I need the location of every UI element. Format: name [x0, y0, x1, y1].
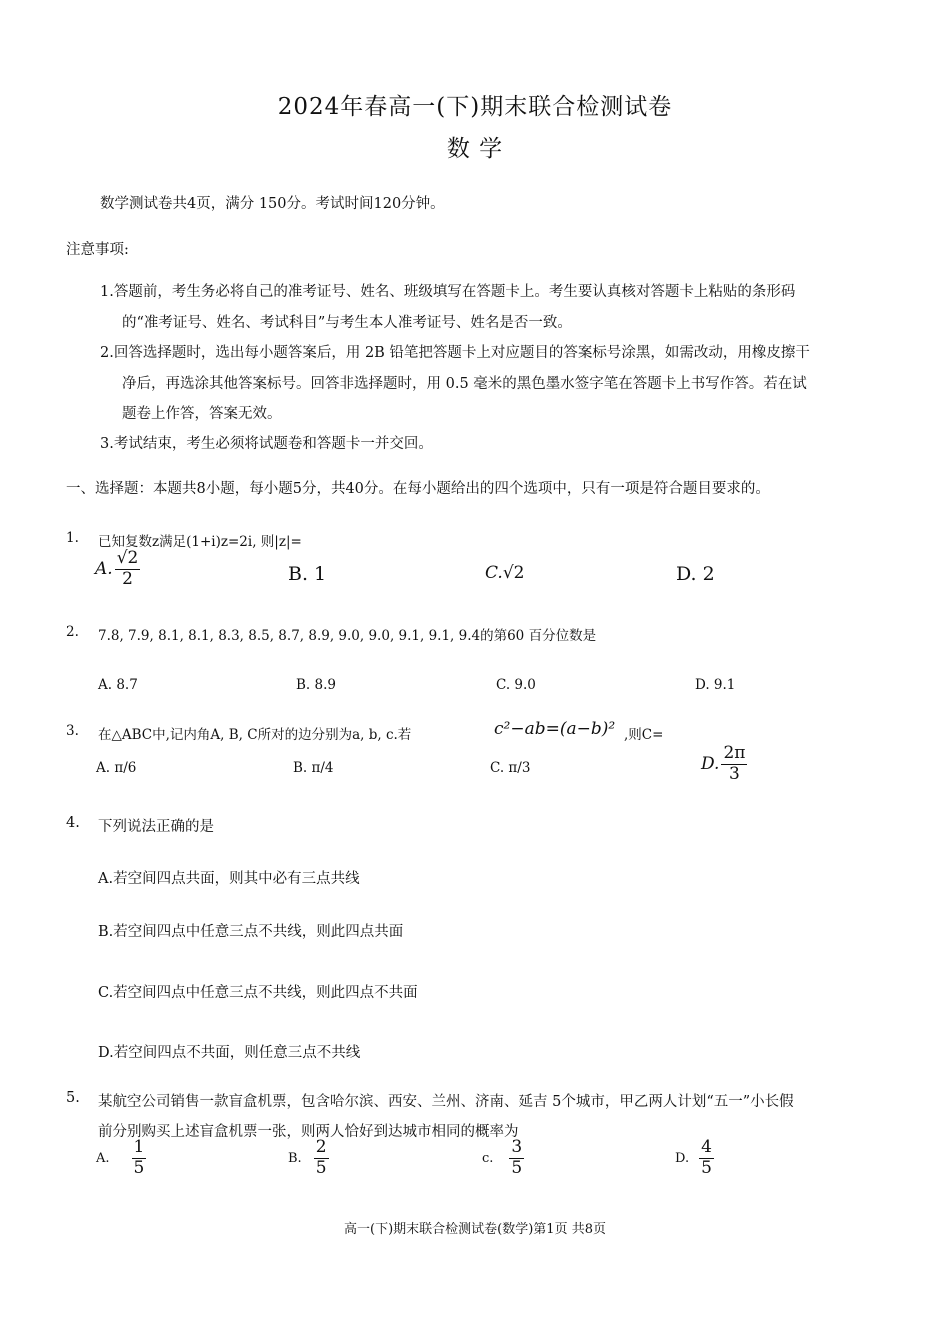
- q4-option-c: C.若空间四点中任意三点不共线，则此四点不共面: [98, 985, 418, 1001]
- q1-option-b: B. 1: [288, 563, 327, 585]
- q1-option-c-label: C.: [485, 563, 503, 583]
- q5-option-c: [482, 1139, 524, 1178]
- q1-option-c-value: √2: [502, 563, 525, 583]
- q2-stem: 7.8, 7.9, 8.1, 8.1, 8.3, 8.5, 8.7, 8.9, 9.0, 9.0, 9.1, 9.1, 9.4的第60 百分位数是: [98, 628, 597, 644]
- q3-option-c: C. π/3: [490, 760, 531, 776]
- notice-item-2-line-3: 题卷上作答，答案无效。: [122, 406, 282, 422]
- q2-option-a: A. 8.7: [98, 677, 138, 693]
- q1-option-a-numerator: √2: [116, 548, 139, 568]
- q1-option-d: D. 2: [676, 563, 715, 585]
- q5-option-c-label: c.: [482, 1150, 494, 1166]
- q5-option-d: [675, 1139, 714, 1178]
- exam-title: 2024年春高一(下)期末联合检测试卷: [277, 94, 673, 120]
- q3-formula: c²−ab=(a−b)²: [494, 719, 616, 739]
- q2-option-b: B. 8.9: [296, 677, 336, 693]
- q5-option-c-numerator: 3: [511, 1137, 523, 1157]
- q5-stem-line-2: 前分别购买上述盲盒机票一张，则两人恰好到达城市相同的概率为: [98, 1124, 519, 1140]
- q3-option-b: B. π/4: [293, 760, 334, 776]
- q3-option-d-numerator: 2π: [723, 743, 746, 763]
- q5-option-b: [288, 1139, 329, 1178]
- q2-option-c: C. 9.0: [496, 677, 536, 693]
- notice-item-1-line-2: 的“准考证号、姓名、考试科目”与考生本人准考证号、姓名是否一致。: [122, 315, 572, 331]
- q5-option-b-denominator: 5: [315, 1157, 327, 1178]
- notice-item-1-line-1: 1.答题前，考生务必将自己的准考证号、姓名、班级填写在答题卡上。考生要认真核对答题卡上粘贴的条形码: [100, 284, 796, 300]
- q4-number: 4.: [66, 815, 80, 831]
- q4-option-b: B.若空间四点中任意三点不共线，则此四点共面: [98, 924, 404, 940]
- q5-option-b-label: B.: [288, 1150, 302, 1166]
- q1-stem: 已知复数z满足(1+i)z=2i, 则|z|=: [98, 534, 302, 550]
- notice-item-2-line-1: 2.回答选择题时，选出每小题答案后，用 2B 铅笔把答题卡上对应题目的答案标号涂黑，如需改动，用橡皮擦干: [100, 345, 810, 361]
- q1-option-a-label: A.: [95, 559, 113, 580]
- q5-option-d-denominator: 5: [701, 1157, 712, 1178]
- q3-stem: 在△ABC中,记内角A, B, C所对的边分别为a, b, c.若: [98, 727, 412, 743]
- notice-heading: 注意事项:: [66, 242, 129, 258]
- section-heading-choice: 一、选择题：本题共8小题，每小题5分，共40分。在每小题给出的四个选项中，只有一项是符合题目要求的。: [66, 481, 770, 497]
- q1-option-a: [95, 550, 140, 589]
- q3-number: 3.: [66, 723, 79, 739]
- q1-option-a-denominator: 2: [122, 568, 133, 589]
- q4-stem: 下列说法正确的是: [98, 819, 214, 835]
- q5-option-b-numerator: 2: [315, 1137, 327, 1157]
- q5-option-a: [96, 1139, 146, 1178]
- q5-stem-line-1: 某航空公司销售一款盲盒机票，包含哈尔滨、西安、兰州、济南、延吉 5个城市，甲乙两人计划“五一”小长假: [98, 1094, 794, 1110]
- intro-text: 数学测试卷共4页，满分 150分。考试时间120分钟。: [100, 196, 445, 212]
- page-footer: 高一(下)期末联合检测试卷(数学)第1页 共8页: [344, 1222, 606, 1237]
- q5-option-d-label: D.: [675, 1150, 690, 1166]
- q5-option-d-numerator: 4: [701, 1137, 712, 1157]
- q3-option-d-denominator: 3: [729, 763, 740, 784]
- q5-option-a-label: A.: [96, 1150, 110, 1166]
- q4-option-d: D.若空间四点不共面，则任意三点不共线: [98, 1045, 361, 1061]
- notice-item-2-line-2: 净后，再选涂其他答案标号。回答非选择题时，用 0.5 毫米的黑色墨水签字笔在答题卡上书写作答。若在试: [122, 376, 807, 392]
- q5-option-a-denominator: 5: [133, 1157, 145, 1178]
- q3-option-a: A. π/6: [96, 760, 137, 776]
- q3-option-d: [701, 745, 747, 784]
- q2-option-d: D. 9.1: [695, 677, 736, 693]
- q1-number: 1.: [66, 530, 79, 546]
- q2-number: 2.: [66, 624, 79, 640]
- subject-title: 数 学: [446, 136, 504, 162]
- q3-stem-tail: ,则C=: [624, 727, 664, 743]
- q5-option-c-denominator: 5: [511, 1157, 523, 1178]
- q5-option-a-numerator: 1: [133, 1137, 145, 1157]
- q5-number: 5.: [66, 1090, 80, 1106]
- q3-option-d-label: D.: [701, 754, 720, 775]
- notice-item-3: 3.考试结束，考生必须将试题卷和答题卡一并交回。: [100, 436, 433, 452]
- q4-option-a: A.若空间四点共面，则其中必有三点共线: [98, 871, 360, 887]
- q1-option-c: [485, 563, 524, 583]
